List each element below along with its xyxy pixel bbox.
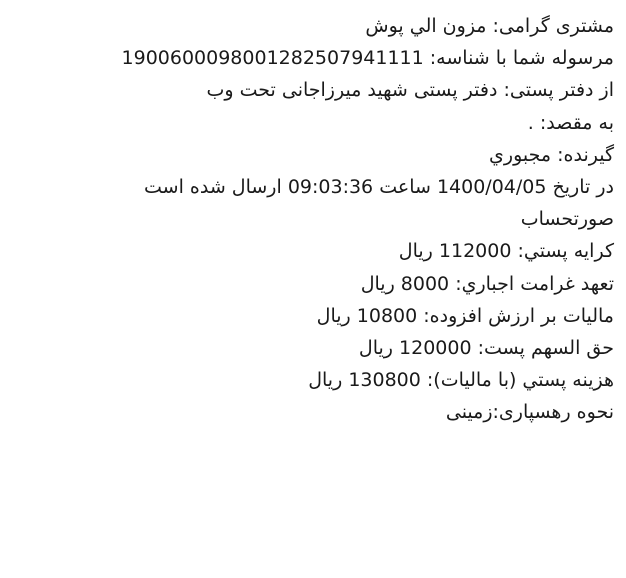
shipping-method-line: نحوه رهسپاری:زمینی xyxy=(445,401,614,424)
recipient-line: گیرنده: مجبوري xyxy=(489,143,614,166)
tracking-id-line: مرسوله شما با شناسه: 1900600098001282507941111 xyxy=(121,47,614,70)
sent-date-line: در تاریخ 1400/04/05 ساعت 09:03:36 ارسال شده است xyxy=(144,175,614,198)
destination-line: به مقصد: . xyxy=(527,111,614,134)
post-share-line: حق السهم پست: 120000 ريال xyxy=(358,336,614,359)
customer-line: مشتری گرامی: مزون الي پوش xyxy=(365,15,614,37)
postage-fee-line: كرايه پستي: 112000 ريال xyxy=(398,240,614,263)
total-cost-line: هزينه پستي (با ماليات): 130800 ريال xyxy=(308,369,614,392)
origin-office-line: از دفتر پستی: دفتر پستی شهید میرزاجانی تحت وب xyxy=(206,79,614,102)
vat-line: ماليات بر ارزش افزوده: 10800 ريال xyxy=(316,304,614,327)
sms-message xyxy=(14,10,614,428)
invoice-heading: صورتحساب xyxy=(520,208,614,231)
insurance-fee-line: تعهد غرامت اجباري: 8000 ريال xyxy=(360,272,614,295)
